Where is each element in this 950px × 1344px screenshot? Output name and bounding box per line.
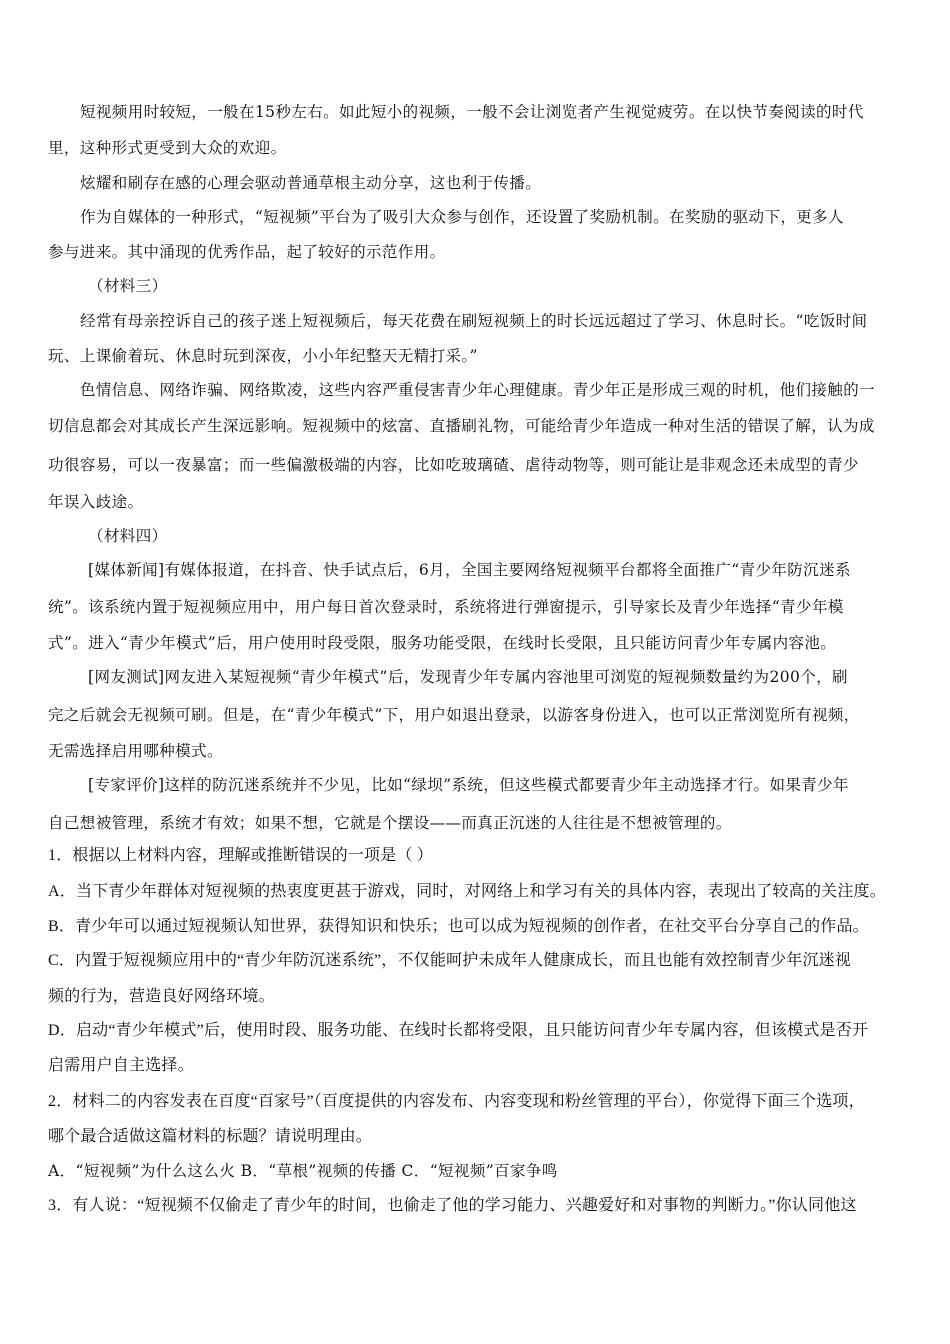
paragraph-line: 年误入歧途。	[48, 493, 144, 511]
question-1-option-d: D．启动“青少年模式”后，使用时段、服务功能、在线时长都将受限，且只能访问青少年专属内容，但该模式是否开	[48, 1022, 869, 1039]
paragraph-line: [专家评价]这样的防沉迷系统并不少见，比如“绿坝”系统，但这些模式都要青少年主动选择才行。如果青少年	[88, 776, 849, 794]
question-1-option-d-cont: 启需用户自主选择。	[48, 1057, 194, 1074]
paragraph-line: 功很容易，可以一夜暴富；而一些偏激极端的内容，比如吃玻璃碴、虐待动物等，则可能让是非观念还未成型的青少	[48, 456, 859, 474]
paragraph-line: 短视频用时较短，一般在15秒左右。如此短小的视频，一般不会让浏览者产生视觉疲劳。在以快节奏阅读的时代	[80, 103, 864, 121]
paragraph-line: 式”。进入“青少年模式”后，用户使用时段受限，服务功能受限，在线时长受限，且只能访问青少年专属内容池。	[48, 634, 837, 652]
paragraph-line: 经常有母亲控诉自己的孩子迷上短视频后，每天花费在刷短视频上的时长远远超过了学习、休息时长。“吃饭时间	[80, 312, 868, 330]
paragraph-line: 作为自媒体的一种形式，“短视频”平台为了吸引大众参与创作，还设置了奖励机制。在奖励的驱动下，更多人	[80, 208, 844, 226]
paragraph-line: 里，这种形式更受到大众的欢迎。	[48, 139, 287, 157]
paragraph-line: 自己想被管理，系统才有效；如果不想，它就是个摆设——而真正沉迷的人往往是不想被管理的。	[48, 814, 732, 832]
paragraph-line: 参与进来。其中涌现的优秀作品，起了较好的示范作用。	[48, 243, 446, 261]
paragraph-line: 玩、上课偷着玩、休息时玩到深夜，小小年纪整天无精打采。”	[48, 347, 478, 365]
paragraph-line: 完之后就会无视频可刷。但是，在“青少年模式”下，用户如退出登录，以游客身份进入，也可以正常浏览所有视频，	[48, 706, 860, 724]
paragraph-line: 无需选择启用哪种模式。	[48, 742, 223, 760]
paragraph-line: 炫耀和刷存在感的心理会驱动普通草根主动分享，这也利于传播。	[80, 174, 542, 192]
paragraph-line: 统”。该系统内置于短视频应用中，用户每日首次登录时，系统将进行弹窗提示，引导家长及青少年选择“青少年模	[48, 598, 844, 616]
paragraph-line: 色情信息、网络诈骗、网络欺凌，这些内容严重侵害青少年心理健康。青少年正是形成三观的时机，他们接触的一	[80, 381, 876, 399]
question-1-option-c: C．内置于短视频应用中的“青少年防沉迷系统”，不仅能呵护未成年人健康成长，而且也能有效控制青少年沉迷视	[48, 952, 852, 969]
question-2-stem-cont: 哪个最合适做这篇材料的标题？请说明理由。	[48, 1128, 373, 1145]
section-heading: （材料四）	[88, 527, 168, 545]
question-1-option-b: B．青少年可以通过短视频认知世界，获得知识和快乐；也可以成为短视频的创作者，在社交平台分享自己的作品。	[48, 918, 869, 935]
question-1-option-a: A．当下青少年群体对短视频的热衷度更甚于游戏，同时，对网络上和学习有关的具体内容，表现出了较高的关注度。	[48, 883, 886, 900]
paragraph-line: [媒体新闻]有媒体报道，在抖音、快手试点后，6月，全国主要网络短视频平台都将全面推广“青少年防沉迷系	[88, 561, 851, 579]
paragraph-line: [网友测试]网友进入某短视频“青少年模式”后，发现青少年专属内容池里可浏览的短视频数量约为200个，刷	[88, 668, 848, 686]
section-heading: （材料三）	[88, 277, 168, 295]
question-1-stem: 1．根据以上材料内容，理解或推断错误的一项是（ ）	[48, 847, 434, 864]
question-2-stem: 2．材料二的内容发表在百度“百家号”（百度提供的内容发布、内容变现和粉丝管理的平台），你觉得下面三个选项，	[48, 1093, 865, 1110]
question-2-options: A．“短视频”为什么这么火 B．“草根”视频的传播 C．“短视频”百家争鸣	[48, 1162, 558, 1180]
question-3-stem: 3．有人说：“短视频不仅偷走了青少年的时间，也偷走了他的学习能力、兴趣爱好和对事物的判断力。”你认同他这	[48, 1197, 857, 1214]
paragraph-line: 切信息都会对其成长产生深远影响。短视频中的炫富、直播刷礼物，可能给青少年造成一种对生活的错误了解，认为成	[48, 417, 875, 435]
question-1-option-c-cont: 频的行为，营造良好网络环境。	[48, 988, 275, 1005]
